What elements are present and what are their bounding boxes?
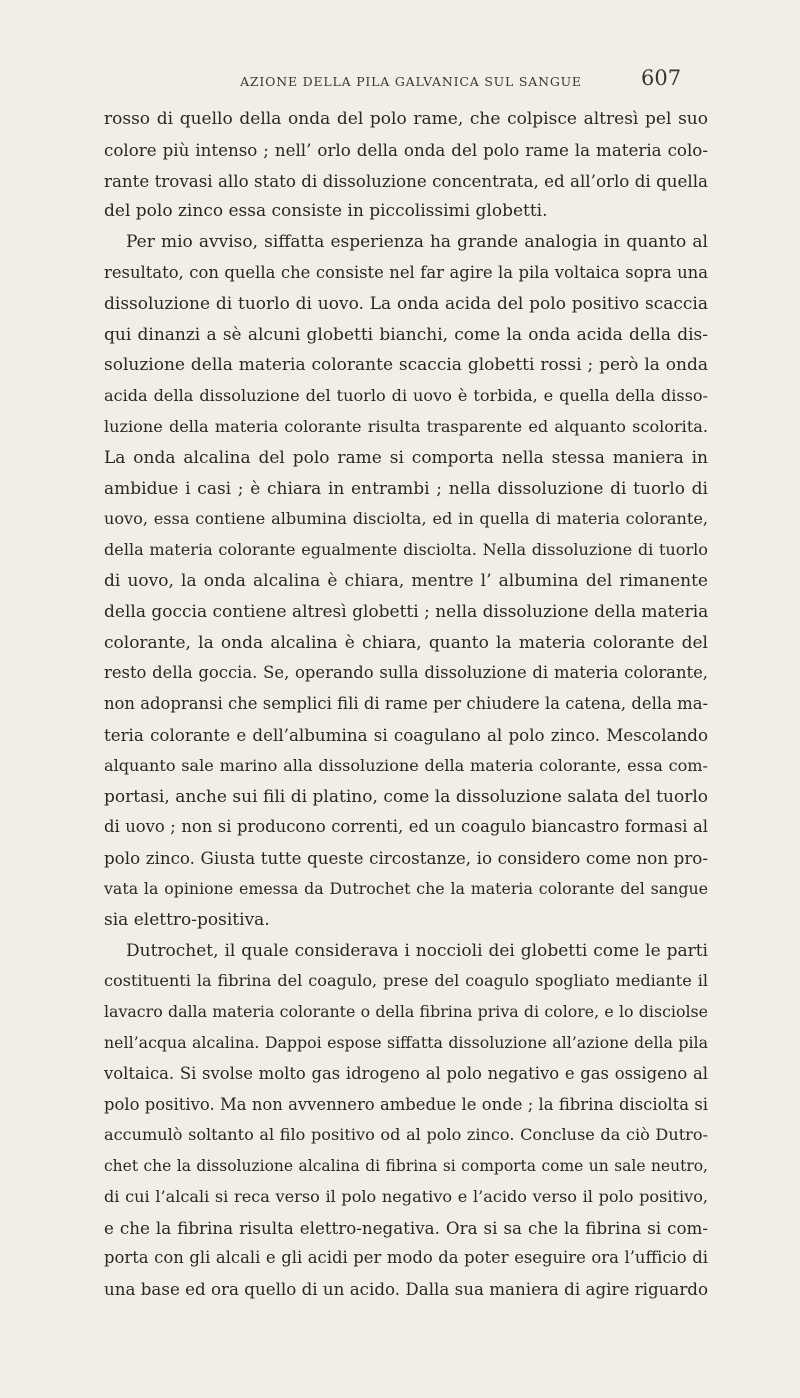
- text-line: luzione della materia colorante risulta trasparente ed alquanto scolorita.: [104, 416, 708, 436]
- text-line: di cui l’alcali si reca verso il polo negativo e l’acido verso il polo positivo,: [104, 1186, 708, 1206]
- text-line: di uovo, la onda alcalina è chiara, mentre l’ albumina del rimanente: [104, 570, 708, 591]
- text-line: alquanto sale marino alla dissoluzione della materia colorante, essa com-: [104, 755, 708, 775]
- text-line: costituenti la fibrina del coagulo, prese del coagulo spogliato mediante il: [104, 971, 708, 991]
- text-line: uovo, essa contiene albumina disciolta, ed in quella di materia colorante,: [104, 509, 708, 529]
- text-line: Dutrochet, il quale considerava i noccioli dei globetti come le parti: [126, 940, 708, 961]
- text-line: acida della dissoluzione del tuorlo di uovo è torbida, e quella della disso-: [104, 386, 708, 406]
- text-line: vata la opinione emessa da Dutrochet che la materia colorante del sangue: [104, 878, 708, 898]
- text-line: Per mio avviso, siffatta esperienza ha grande analogia in quanto al: [126, 232, 708, 253]
- text-line: lavacro dalla materia colorante o della fibrina priva di colore, e lo disciolse: [104, 1002, 708, 1022]
- text-line: e che la fibrina risulta elettro-negativa. Ora si sa che la fibrina si com-: [104, 1217, 708, 1238]
- text-line: colorante, la onda alcalina è chiara, quanto la materia colorante del: [104, 632, 708, 653]
- text-line: porta con gli alcali e gli acidi per modo da poter eseguire ora l’ufficio di: [104, 1248, 708, 1268]
- text-line: polo zinco. Giusta tutte queste circostanze, io considero come non pro-: [104, 848, 708, 869]
- text-line: del polo zinco essa consiste in piccolissimi globetti.: [104, 201, 548, 222]
- text-line: resultato, con quella che consiste nel far agire la pila voltaica sopra una: [104, 262, 708, 282]
- text-line: colore più intenso ; nell’ orlo della onda del polo rame la materia colo-: [104, 139, 708, 160]
- text-line: nell’acqua alcalina. Dappoi espose siffatta dissoluzione all’azione della pila: [104, 1032, 708, 1052]
- text-line: La onda alcalina del polo rame si comporta nella stessa maniera in: [104, 447, 708, 468]
- text-line: una base ed ora quello di un acido. Dalla sua maniera di agire riguardo: [104, 1279, 708, 1300]
- text-line: di uovo ; non si producono correnti, ed un coagulo biancastro formasi al: [104, 817, 708, 837]
- text-line: rosso di quello della onda del polo rame, che colpisce altresì pel suo: [104, 109, 708, 129]
- text-line: accumulò soltanto al filo positivo od al polo zinco. Concluse da ciò Dutro-: [104, 1125, 708, 1145]
- text-line: della materia colorante egualmente disciolta. Nella dissoluzione di tuorlo: [104, 540, 708, 560]
- text-line: polo positivo. Ma non avvennero ambedue le onde ; la fibrina disciolta si: [104, 1094, 708, 1114]
- text-line: chet che la dissoluzione alcalina di fibrina si comporta come un sale neutro,: [104, 1157, 708, 1176]
- text-line: voltaica. Si svolse molto gas idrogeno al polo negativo e gas ossigeno al: [104, 1063, 708, 1083]
- text-line: rante trovasi allo stato di dissoluzione concentrata, ed all’orlo di quella: [104, 170, 708, 191]
- text-line: sia elettro-positiva.: [104, 909, 270, 930]
- running-title: AZIONE DELLA PILA GALVANICA SUL SANGUE: [240, 74, 582, 89]
- text-line: dissoluzione di tuorlo di uovo. La onda acida del polo positivo scaccia: [104, 293, 708, 314]
- text-line: ambidue i casi ; è chiara in entrambi ; nella dissoluzione di tuorlo di: [104, 478, 708, 499]
- text-line: qui dinanzi a sè alcuni globetti bianchi, come la onda acida della dis-: [104, 324, 708, 345]
- text-line: soluzione della materia colorante scaccia globetti rossi ; però la onda: [104, 355, 708, 376]
- text-line: non adopransi che semplici fili di rame per chiudere la catena, della ma-: [104, 694, 708, 714]
- text-line: teria colorante e dell’albumina si coagulano al polo zinco. Mescolando: [104, 724, 708, 745]
- page-number: 607: [641, 66, 682, 90]
- text-line: resto della goccia. Se, operando sulla dissoluzione di materia colorante,: [104, 663, 708, 683]
- text-line: portasi, anche sui fili di platino, come la dissoluzione salata del tuorlo: [104, 786, 708, 807]
- body-text: [104, 104, 708, 1305]
- text-line: della goccia contiene altresì globetti ; nella dissoluzione della materia: [104, 601, 708, 622]
